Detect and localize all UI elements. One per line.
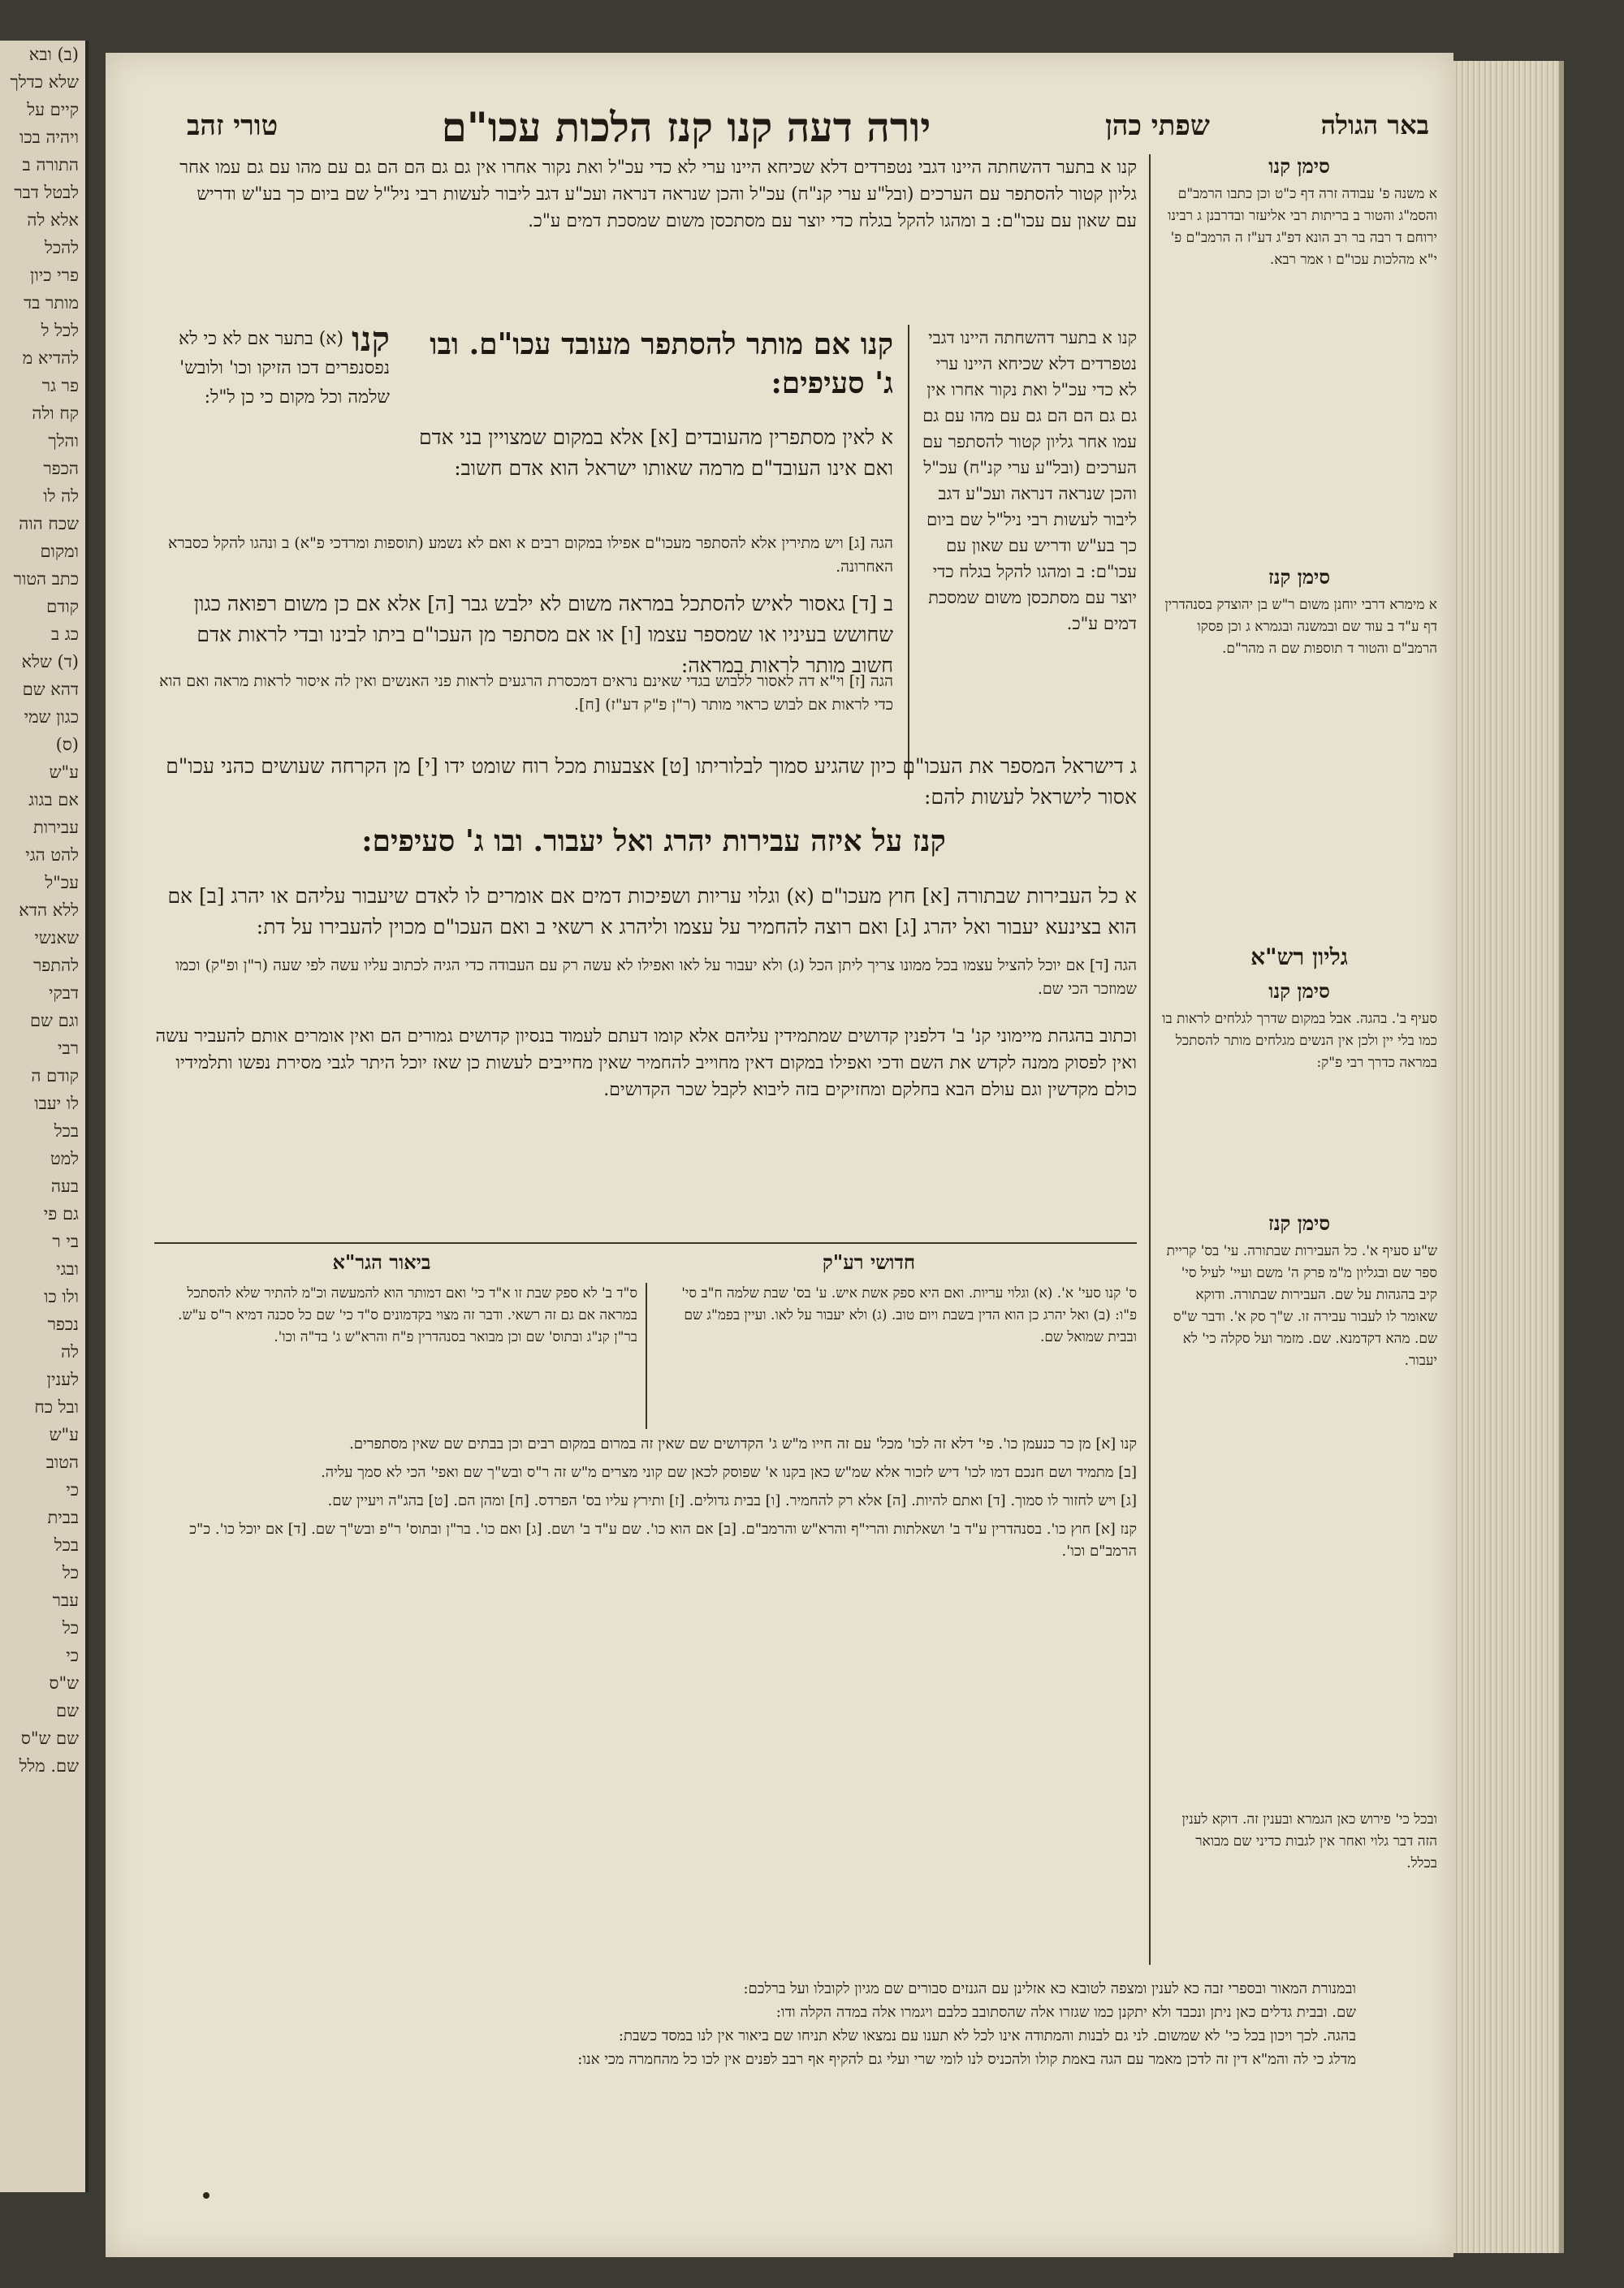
left-page-fragment: כי <box>66 1646 79 1665</box>
left-page-fragment: התורה ב <box>22 155 79 175</box>
left-page-fragment: קודם <box>46 597 79 616</box>
footer-line-2: שם. ובבית גדלים כאן ניתן ונכבד ולא יתקנן כמו שגזרו אלה שהסתובב כלבם ויגמרו אלה במדה הקלה ודו: <box>775 2004 1356 2021</box>
siman-156-gloss-1 <box>154 532 893 593</box>
shach-column-text: קנו א בתער דהשחתה היינו דגבי נטפרדים דלא שכיחא היינו ערי לא כדי עכ"ל ואת נקור אחרו אין גם גם הם הם גם עם מהו עם גם עמו אחר גליון קטור להסתפר עם הערכים (ובל"ע ערי קנ"ח) עכ"ל והכן שנראה דנראה ועכ"ע דגב ליבור לעשות רבי ניל"ל שם ביום כך בע"ש ודריש עם שאון עם עכו"ם: ב ומהגו להקל בגלח כדי יוצר עם מסתכסן משום שמסכת דמים ע"כ. <box>922 328 1137 633</box>
gilyon-title: גליון רש"א <box>1250 943 1348 970</box>
footer-lines <box>122 1977 1356 2074</box>
notes-right-text: ס' קנו סעי' א'. (א) וגלוי עריות. ואם היא ספק אשת איש. ע' בס' שבת שלמה ח"ב סי' פ"ו: (ב) ואל יהרג כן הוא הדין בשבת ויום טוב. (ג) ולא יעבור על לאו. ועיין בפמ"ג שם ובבית שמואל שם. <box>681 1285 1137 1345</box>
siman-156-gloss-2 <box>154 670 893 747</box>
left-page-fragment: קודם ה <box>31 1066 79 1086</box>
left-page-fragment: קיים על <box>27 100 79 119</box>
left-page-fragment: לה לו <box>43 486 79 506</box>
left-page-fragment: לכל ל <box>41 321 79 340</box>
left-page-fragment: להכל <box>45 238 79 257</box>
siman-157-gloss-text: הגה [ד] אם יוכל להציל עצמו בכל ממונו צריך ליתן הכל (ג) ולא יעבור על לאו ואפילו לא עשה רק עם העבודה כדי הגיה לכתוב עליו עשה לפי שעה (ר"ן ופ"ק) וכמו שמוזכר הכי שם. <box>175 956 1137 998</box>
left-page-fragment: כג ב <box>51 624 79 644</box>
siman-156-heading: קנו אם מותר להסתפר מעובד עכו"ם. ובו ג' סעיפים: <box>430 327 893 400</box>
page-title: יורה דעה קנו קנז הלכות עכו"ם <box>441 103 931 151</box>
sidebar-divider <box>1149 154 1151 1965</box>
header-taz: טורי זהב <box>187 110 279 142</box>
left-page-fragment: פרי כיון <box>30 265 79 285</box>
sidebar-sec3-text: ש"ע סעיף א'. כל העבירות שבתורה. עי' בס' קריית ספר שם ובגליון מ"מ פרק ה' משם ועיי' לעיל סי' קיב בהגהות על שם. העבירות שבתורה. ודוקא שאומר לו לעבור עבירה זו. ש"ך סק א'. ודבר ש"ס שם. מהא דקדמנא. שם. מזמר ועל סקלה כי' לא יעבור. <box>1166 1243 1437 1369</box>
left-page-fragment: לו יעבו <box>34 1094 79 1113</box>
sidebar <box>1161 154 1437 1965</box>
gilyon-body <box>1161 1008 1437 1211</box>
left-page-fragment: ומקום <box>40 542 79 561</box>
notes-right-title: חדושי רע"ק <box>822 1250 916 1274</box>
left-page-fragment: שם ש"ס <box>20 1729 79 1748</box>
left-page-fragment: דבקי <box>49 983 79 1003</box>
sidebar-sec1-text: א משנה פ' עבודה זרה דף כ"ט וכן כתבו הרמב"ם והסמ"ג והטור ב בריתות רבי אליעזר ובדרבנן ג רבינו ירוחם ד רבה בר רב הונא דפ"ג דע"ז ה הרמב"ם פ' י"א מהלכות עכו"ם ו אמר רבא. <box>1168 186 1437 268</box>
header-beer-hagolah: באר הגולה <box>1320 110 1429 140</box>
sidebar-sec2-title: סימן קנז <box>1268 565 1330 589</box>
left-page-fragment: בבית <box>47 1508 79 1527</box>
section-rule <box>154 1242 1137 1244</box>
left-page-fragment: ללא הדא <box>19 900 79 920</box>
left-page-fragment: שאנשי <box>34 928 79 948</box>
siman-156-gloss-1-text: הגה [ג] ויש מתירין אלא להסתפר מעכו"ם אפילו במקום רבים א ואם לא נשמע (תוספות ומרדכי פ"א) ב ונהגו להקל כסברא האחרונה. <box>168 534 893 576</box>
left-page-fragment: ע"ש <box>49 1425 79 1444</box>
page-stack-edge <box>1453 61 1564 2253</box>
printer-dot <box>203 2192 209 2199</box>
gilyon-text: סעיף ב'. בהגה. אבל במקום שדרך לגלחים לראות בו כמו בלי יין ולכן אין הנשים מגלחים מותר להסתכל במראה כדרך רבי פ"ק: <box>1162 1011 1437 1071</box>
left-page-fragment: עבירות <box>32 818 79 837</box>
left-page-fragment: עבר <box>52 1591 79 1610</box>
left-page-fragment: הטוב <box>45 1453 79 1472</box>
left-page-fragment: עכ"ל <box>45 873 79 892</box>
top-commentary <box>179 154 1137 313</box>
left-page-fragment: ולו כו <box>44 1287 79 1306</box>
left-page-fragment: כגון שמי <box>24 707 79 727</box>
left-page-fragment: להתפר <box>32 956 79 975</box>
left-page-fragment: למט <box>50 1149 79 1168</box>
left-page-fragment: ובל כח <box>34 1397 79 1417</box>
sidebar-sec1-body <box>1161 183 1437 565</box>
left-page-fragment: קח ולה <box>32 404 79 423</box>
left-page-fragment: שלא כדלך <box>10 72 79 92</box>
left-page-fragment: גם פי <box>43 1204 79 1224</box>
left-page-fragment: בכל <box>54 1121 79 1141</box>
siman-156-seif-3-box <box>154 751 1137 816</box>
sidebar-sec1-title: סימן קנו <box>1268 154 1330 178</box>
sidebar-footer <box>1161 1809 1437 1906</box>
notes-left-col <box>154 1283 637 1429</box>
bottom-commentary-p2: [ב] מתמיד ושם חנכם דמו לכו' דיש לזכור אלא שמ"ש כאן בקנו א' שפוסק לכאן שם קוני מצרים מ"ש זה ר"ס ובש"ך שם ואפי' הכי לא סמך עליה. <box>321 1464 1137 1481</box>
left-page-edge <box>0 41 89 2192</box>
left-page-fragment: לענין <box>46 1370 79 1389</box>
footer-line-1: ובמנורת המאור ובספרי זבה כא לענין ומצפה לטובא כא אזלינן עם הגנזים סבורים שם מגיון לקובלו ועל ברלכם: <box>743 1980 1356 1997</box>
left-page-fragment: (ב) ובא <box>28 45 79 64</box>
left-page-fragment: כל <box>62 1563 79 1582</box>
siman-156-seif-3: ג דישראל המספר את העכו"ם כיון שהגיע סמוך לבלוריתו [ט] אצבעות מכל רוח שומט ידו [י] מן הקרחה שעושים כהני עכו"ם אסור לישראל לעשות להם: <box>166 754 1137 809</box>
siman-157-gloss <box>154 954 1137 1011</box>
top-commentary-text: קנו א בתער דהשחתה היינו דגבי נטפרדים דלא שכיחא היינו ערי לא כדי עכ"ל ואת נקור אחרו אין גם גם הם הם גם עם מהו עם גם עמו אחר גליון קטור להסתפר עם הערכים (ובל"ע ערי קנ"ח) עכ"ל והכן שנראה דנראה ועכ"ע דגב ליבור לעשות רבי ניל"ל שם ביום כך בע"ש ודריש עם שאון עם עכו"ם: ב ומהגו להקל בגלח כדי יוצר עם מסתכסן משום שמסכת דמים ע"כ. <box>179 158 1137 231</box>
taz-side-column <box>138 319 390 520</box>
left-page-fragment: נכפר <box>47 1315 79 1334</box>
left-page-fragment: שם <box>56 1701 79 1720</box>
bottom-commentary-p4: קנז [א] חוץ כו'. בסנהדרין ע"ד ב' ושאלתות והרי"ף והרא"ש והרמב"ם. [ב] אם הוא כו'. שם ע"ד ב' ושם. [ג] ואם כו'. בר"ן ובתוס' ר"פ ובש"ך שם. [ד] אם יוכל כו'. כ"כ הרמב"ם וכו'. <box>189 1521 1137 1560</box>
siman-157-commentary-text: וכתוב בהגהת מיימוני קנ' ב' דלפנין קדושים שמתמידין עליהם אלא קומו דעתם לעמוד בנסיון קדושים גמורים הם ואין אומרים אותם להעביר עשה ואין לפסוק ממנה לקדש את השם ודכי ואפילו במקום דאין מחוייב להחמיר שאין מחייבים לעשות כן שאז יוכל היתר לגבי מסירת נפשו ותלמידיו כולם מקדשין וגם עולם הבא בחלקם ומחזיקים בזה ליבוא לקבל שכר הקדושים. <box>155 1026 1137 1100</box>
left-page-fragment: כתב הטור <box>13 569 79 589</box>
left-page-fragment: כי <box>66 1480 79 1500</box>
sidebar-footer-text: ובכל כי' פירוש כאן הגמרא ובענין זה. דוקא לענין הזה דבר גלוי ואחר אין לגבות כדיני שם מבואר בכלל. <box>1181 1811 1437 1871</box>
left-page-fragment: בכל <box>54 1535 79 1555</box>
left-page-fragment: אם בגוג <box>28 790 79 809</box>
bottom-commentary-p1: קנו [א] מן כר כנעמן כו'. פי' דלא זה לכו' מכל' עם זה חייו מ"ש ג' הקדושים שם שאין זה במרום במקום רבים וכן בבתים שם שאין מסתפרים. <box>349 1435 1137 1453</box>
notes-left-title: ביאור הגר"א <box>332 1250 431 1274</box>
left-page-fragment: בעה <box>50 1176 79 1196</box>
siman-156-seif-2: ב [ד] גאסור לאיש להסתכל במראה משום לא ילבש גבר [ה] אלא אם כן משום רפואה כגון שחושש בעיניו או שמספר עצמו [ו] או אם מסתפר מן העכו"ם ביתו לבינו ובדי לראות אדם חשוב מותר לראות במראה: <box>193 592 893 677</box>
left-page-fragment: שכח הוה <box>19 514 79 533</box>
siman-157-heading: קנז על איזה עבירות יהרג ואל יעבור. ובו ג' סעיפים: <box>361 824 946 858</box>
siman-156-seif-1: א לאין מסתפרין מהעובדים [א] אלא במקום שמצויין בני אדם ואם אינו העובד"ם מרמה שאותו ישראל הוא אדם חשוב: <box>418 425 893 480</box>
left-page-fragment: לה <box>61 1342 79 1362</box>
left-page-fragment: ויהיה בכו <box>19 127 79 147</box>
left-page-fragment: שם. מלל <box>19 1756 79 1776</box>
left-page-fragment: להט הגי <box>25 845 79 865</box>
left-page-fragment: ובגי <box>56 1259 79 1279</box>
sidebar-sec3-title: סימן קנז <box>1268 1211 1330 1235</box>
bottom-commentary <box>154 1433 1137 1961</box>
siman-156-seif-2-box <box>154 589 893 677</box>
column-divider <box>908 325 909 779</box>
left-page-fragment: הכפר <box>43 459 79 478</box>
left-page-fragment: כל <box>62 1618 79 1638</box>
shach-column <box>918 325 1137 779</box>
gilyon-subtitle: סימן קנו <box>1268 979 1330 1003</box>
left-page-fragment: ע"ש <box>49 762 79 782</box>
book-page <box>106 53 1453 2257</box>
left-page-fragment: והלך <box>48 431 79 451</box>
notes-right-col <box>658 1283 1137 1429</box>
sidebar-sec2-body <box>1161 594 1437 943</box>
footer-line-4: מדלג כי לה והמ"א דין זה לדכן מאמר עם הגה באמת קולו ולהכניס לנו לומי שרי ועלי גם להקיף אף רבב לפנים אין לכו כל מהחמרה מכי אנו: <box>577 2051 1356 2068</box>
taz-side-label: קנו <box>352 319 390 359</box>
left-page-fragment: (ד) שלא <box>21 652 79 671</box>
bottom-commentary-p3: [ג] ויש לחזור לו סמוך. [ד] ואתם להיות. [ה] אלא רק להחמיר. [ו] בבית גדולים. [ז] ותירץ עליו בס' הפרדס. [ח] ומהן הם. [ט] בהג"ה ויעיין שם. <box>327 1492 1137 1509</box>
siman-156-gloss-2-text: הגה [ז] וי"א דה לאסור ללבוש בגדי שאינם נראים דמכסרת הרגעים לראות פני האנשים ואין לה איסור לראות מראה ואם הוא כדי לראות אם לבוש כראוי מותר (ר"ן פ"ק דע"ז) [ח]. <box>159 672 893 714</box>
left-page-fragment: אלא לה <box>27 210 79 230</box>
left-page-fragment: בי ר <box>52 1232 79 1251</box>
left-page-fragment: רבי <box>58 1038 79 1058</box>
siman-157-commentary <box>154 1023 1137 1234</box>
notes-divider <box>646 1283 647 1429</box>
left-page-fragment: דהא שם <box>22 680 79 699</box>
left-page-fragment: וגם שם <box>29 1011 79 1030</box>
left-page-fragment: לבטל דבר <box>14 183 79 202</box>
left-page-fragment: (ס) <box>55 735 79 754</box>
footer-line-3: בהגה. לכך ויכון בכל כי' לא שמשום. לני גם לבנות והמתודה אינו לכל לא תענו עם נמצאו שלא תניחו שם ביאור אין לנו במסד כשבת: <box>618 2027 1356 2044</box>
left-page-fragment: ש"ס <box>49 1673 79 1693</box>
header-shach: שפתי כהן <box>1105 110 1210 142</box>
left-page-fragment: להדיא מ <box>22 348 79 368</box>
left-page-fragment: פר גר <box>41 376 79 395</box>
siman-157-seif-1: א כל העבירות שבתורה [א] חוץ מעכו"ם (א) וגלוי עריות ושפיכות דמים אם אומרים לו לאדם שיעבור עליהם או יהרג [ב] אם הוא בצינעא יעבור ואל יהרג [ג] ואם רוצה להחמיר על עצמו וליהרג א רשאי ב ואם העכו"ם מכוין להעבירו על דת: <box>167 884 1137 939</box>
sidebar-sec3-body <box>1161 1241 1437 1809</box>
siman-157-seif-1-box <box>154 881 1137 954</box>
left-page-fragment: מותר בד <box>24 293 79 313</box>
sidebar-sec2-text: א מימרא דרבי יוחנן משום ר"ש בן יהוצדק בסנהדרין דף ע"ד ב עוד שם ובמשנה ובגמרא ג וכן פסקו הרמב"ם והטור ד תוספות שם ה מהר"ם. <box>1164 597 1437 657</box>
notes-left-text: ס"ד ב' לא ספק שבת זו א"ד כי' ואם דמותר הוא להמעשה וכ"מ להתיר שלא להסתכל במראה אם גם זה רשאי. ודבר זה מצוי בקדמונים ס"ד כי' שם כל סכנה דמיא ר"ס ע"ש. בר"ן קנ"ג ובתוס' שם וכן מבואר בסנהדרין פ"ח והרא"ש ג' בד"ה וכו'. <box>178 1285 637 1345</box>
taz-side-text: (א) בתער אם לא כי לא נפסנפרים דכו הזיקו וכו' ולובש' שלמה וכל מקום כי כן ל"ל: <box>179 329 390 408</box>
